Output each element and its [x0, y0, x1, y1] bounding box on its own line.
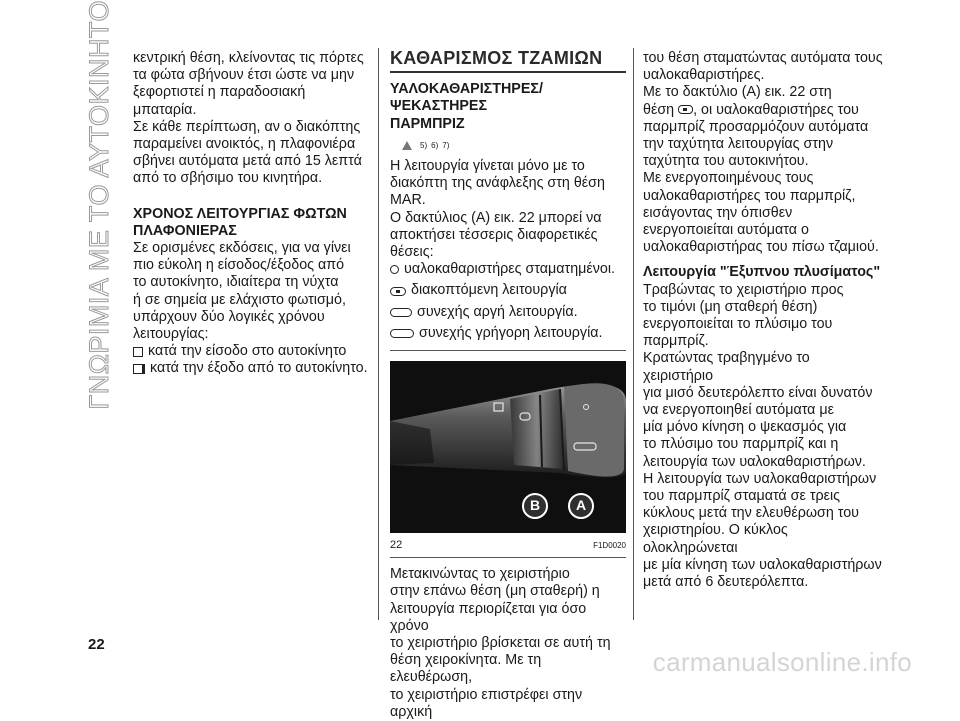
wiper-slow-icon [390, 308, 412, 317]
column-divider [633, 48, 634, 620]
wiper-off-icon [390, 265, 399, 274]
text-line: υαλοκαθαριστήρες. [643, 67, 765, 84]
column-3 [643, 50, 883, 591]
text-line: το τιμόνι (μη σταθερή θέση) [643, 298, 818, 315]
text-line: Ο δακτύλιος (A) εικ. 22 μπορεί να [390, 209, 602, 226]
column-divider [378, 48, 379, 620]
text-line: ταχύτητα του αυτοκινήτου. [643, 153, 809, 170]
wiper-fast-icon [390, 329, 414, 338]
text-line: παρμπρίζ προσαρμόζουν αυτόματα [643, 118, 869, 135]
section-heading: Λειτουργία "Έξυπνου πλυσίματος" [643, 264, 881, 281]
text-line: λειτουργία των υαλοκαθαριστήρων. [643, 453, 866, 470]
text-line: ενεργοποιείται το πλύσιμο του [643, 316, 833, 333]
page-number: 22 [88, 636, 105, 653]
figure-number: 22 [390, 539, 403, 552]
text-line: υπάρχουν δύο λογικές χρόνου [133, 308, 325, 325]
figure-rule [390, 557, 626, 558]
column-1 [133, 50, 368, 378]
wiper-intermittent-icon [390, 287, 406, 296]
title-rule [390, 71, 626, 73]
text-line: MAR. [390, 192, 426, 209]
text-line: πιο εύκολη η είσοδος/έξοδος από [133, 257, 345, 274]
door-open-icon [133, 347, 143, 357]
text-line: Μετακινώντας το χειριστήριο [390, 566, 570, 583]
text-line: στην επάνω θέση (μη σταθερή) η [390, 583, 600, 600]
text-line: Κρατώντας τραβηγμένο το χειριστήριο [643, 350, 810, 384]
text-line: του παρμπρίζ σταματά σε τρεις [643, 488, 841, 505]
text-line: Η λειτουργία των υαλοκαθαριστήρων [643, 470, 877, 487]
text-line: μία μόνο κίνηση ο ψεκασμός για [643, 419, 847, 436]
text-line: Με το δακτύλιο (A) εικ. 22 στη [643, 84, 832, 101]
text-line: θέση , οι υαλοκαθαριστήρες του [643, 101, 859, 118]
column-2 [390, 50, 626, 721]
callout-a: A [568, 493, 594, 519]
section-heading: ΠΛΑΦΟΝΙΕΡΑΣ [133, 222, 237, 239]
text-line: εισάγοντας την όπισθεν [643, 204, 793, 221]
list-item: συνεχής αργή λειτουργία. [390, 304, 626, 321]
text-line: ή σε σημεία με ελάχιστο φωτισμό, [133, 291, 346, 308]
warning-triangle-icon [402, 141, 412, 150]
section-heading: ΧΡΟΝΟΣ ΛΕΙΤΟΥΡΓΙΑΣ ΦΩΤΩΝ [133, 205, 347, 222]
list-item: διακοπτόμενη λειτουργία [390, 282, 626, 299]
text-line: τα φώτα σβήνουν έτσι ώστε να μην [133, 67, 355, 84]
text-line: ενεργοποιείται αυτόματα ο [643, 222, 809, 239]
chapter-side-title: ΓΝΩΡΙΜΙΑ ΜΕ ΤΟ ΑΥΤΟΚΙΝΗΤΟ [83, 0, 114, 410]
list-item: κατά την είσοδο στο αυτοκίνητο [133, 343, 368, 360]
text-line: αποκτήσει τέσσερις διαφορετικές [390, 226, 598, 243]
text-line: υαλοκαθαριστήρες του παρμπρίζ, [643, 187, 856, 204]
text-line: κύκλους μετά την ελευθέρωση του [643, 505, 859, 522]
text-line: διακόπτη της ανάφλεξης στη θέση [390, 175, 605, 192]
wiper-intermittent-icon [678, 105, 693, 114]
text-line: υαλοκαθαριστήρας του πίσω τζαμιού. [643, 239, 879, 256]
text-line: κεντρική θέση, κλείνοντας τις πόρτες [133, 50, 364, 66]
text-line: θέσεις: [390, 244, 434, 261]
text-line: θέση χειροκίνητα. Με τη ελευθέρωση, [390, 652, 542, 686]
subsection-title: ΥΑΛΟΚΑΘΑΡΙΣΤΗΡΕΣ/ΨΕΚΑΣΤΗΡΕΣ [390, 81, 543, 115]
figure-code: F1D0020 [593, 541, 626, 551]
warning-refs: 5) 6) 7) [402, 137, 626, 154]
text-line: την ταχύτητα λειτουργίας στην [643, 136, 834, 153]
text-line: το χειριστήριο επιστρέφει στην αρχική [390, 686, 583, 720]
text-line: του θέση σταματώντας αυτόματα τους [643, 50, 883, 66]
figure-caption [390, 537, 626, 554]
text-line: Σε ορισμένες εκδόσεις, για να γίνει [133, 240, 351, 257]
text-line: ξεφορτιστεί η παραδοσιακή μπαταρία. [133, 84, 306, 118]
text-line: το πλύσιμο του παρμπρίζ και η [643, 436, 839, 453]
list-item: κατά την έξοδο από το αυτοκίνητο. [133, 360, 368, 377]
wiper-stalk-figure [390, 361, 626, 533]
text-line: για μισό δευτερόλεπτο είναι δυνατόν [643, 384, 873, 401]
text-line: με μία κίνηση των υαλοκαθαριστήρων [643, 556, 882, 573]
figure-rule [390, 350, 626, 351]
callout-b: B [522, 493, 548, 519]
door-close-icon [133, 364, 145, 374]
list-item: συνεχής γρήγορη λειτουργία. [390, 325, 626, 342]
text-line: το χειριστήριο βρίσκεται σε αυτή τη [390, 635, 611, 652]
text-line: Τραβώντας το χειριστήριο προς [643, 281, 844, 298]
text-line: παρμπρίζ. [643, 333, 709, 350]
list-item: υαλοκαθαριστήρες σταματημένοι. [390, 261, 626, 278]
text-line: παραμείνει ανοικτός, η πλαφονιέρα [133, 136, 356, 153]
text-line: Σε κάθε περίπτωση, αν ο διακόπτης [133, 118, 361, 135]
text-line: το αυτοκίνητο, ιδιαίτερα τη νύχτα [133, 274, 339, 291]
text-line: μετά από 6 δευτερόλεπτα. [643, 574, 809, 591]
text-line: Η λειτουργία γίνεται μόνο με το [390, 158, 585, 175]
text-line: Με ενεργοποιημένους τους [643, 170, 814, 187]
watermark: carmanualsonline.info [652, 647, 912, 677]
text-line: λειτουργία περιορίζεται για όσο χρόνο [390, 600, 587, 634]
text-line: να ενεργοποιηθεί αυτόματα με [643, 402, 835, 419]
text-line: από το σβήσιμο του κινητήρα. [133, 170, 323, 187]
section-title: ΚΑΘΑΡΙΣΜΟΣ ΤΖΑΜΙΩΝ [390, 48, 603, 68]
subsection-title: ΠΑΡΜΠΡΙΖ [390, 115, 465, 132]
text-line: λειτουργίας: [133, 326, 209, 343]
text-line: χειριστηρίου. Ο κύκλος ολοκληρώνεται [643, 522, 788, 556]
text-line: σβήνει αυτόματα μετά από 15 λεπτά [133, 153, 362, 170]
